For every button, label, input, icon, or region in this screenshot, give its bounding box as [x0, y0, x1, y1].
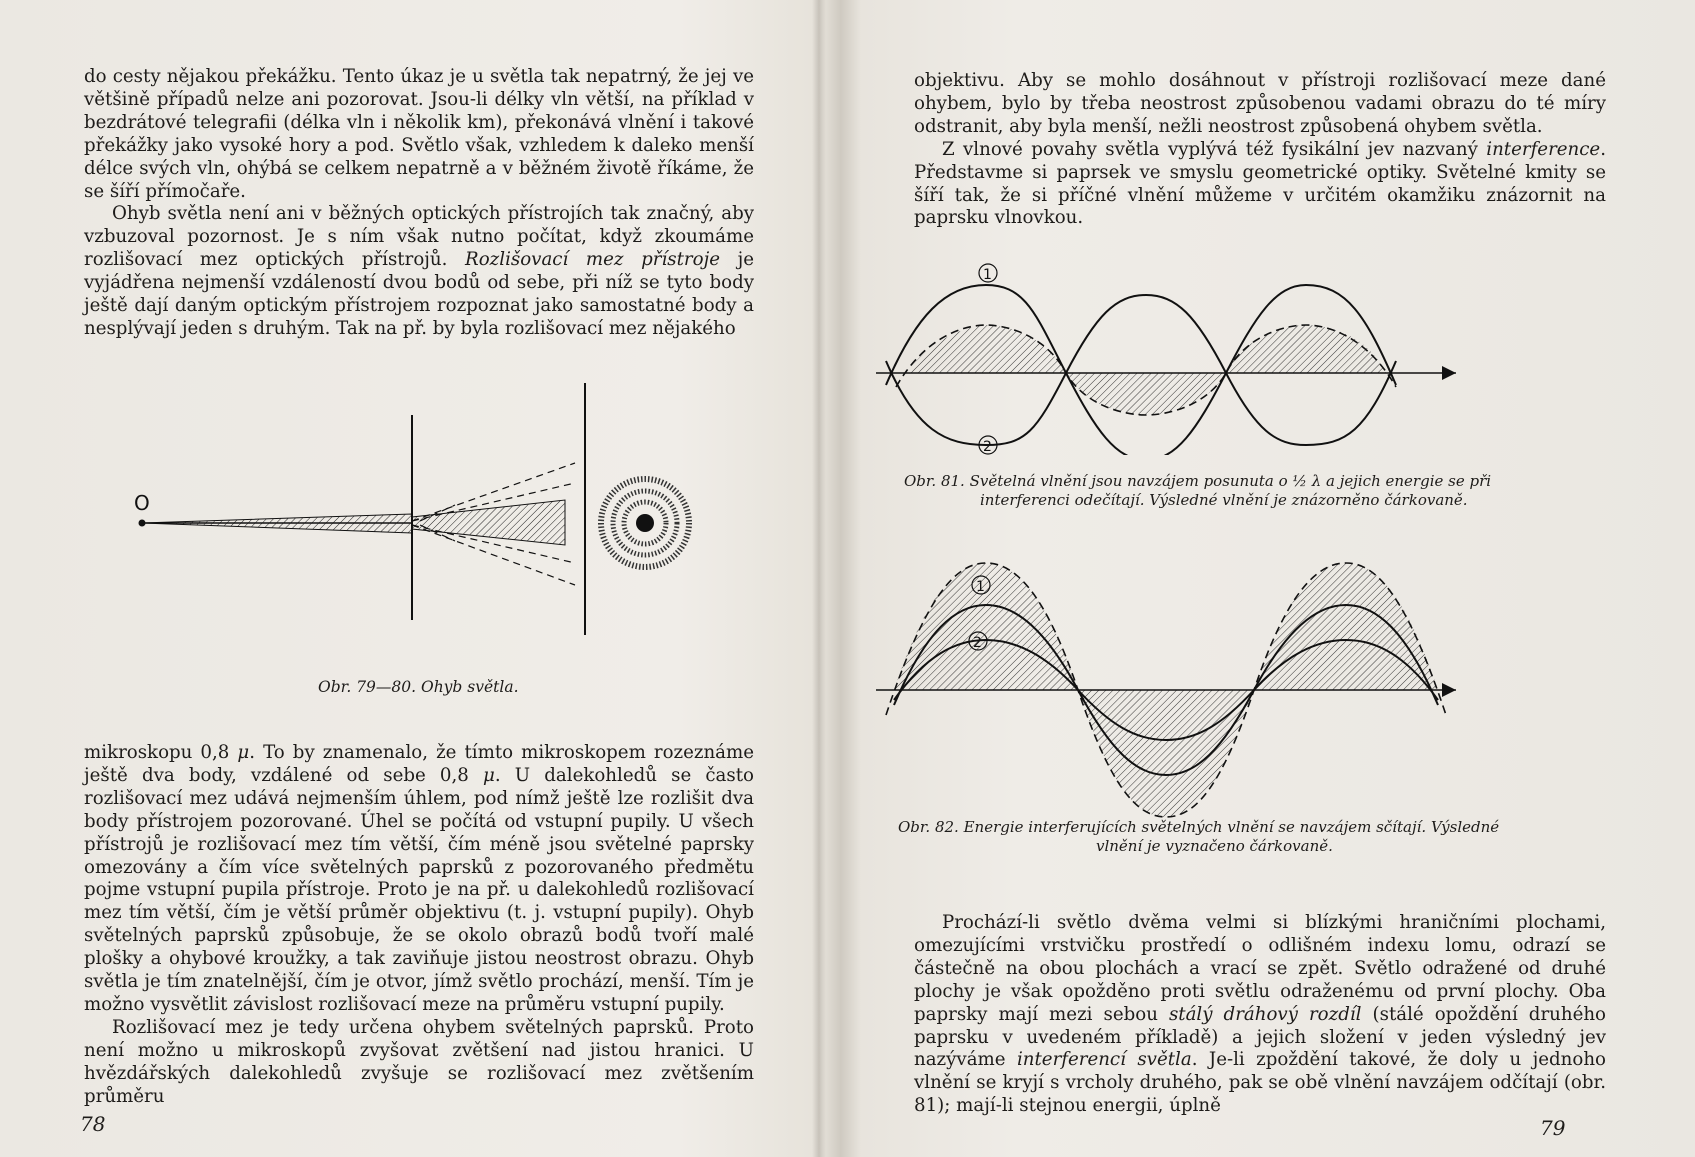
right-p3-b: (stálé opoždění druhého paprsku v uvedeném příkladě) a jejich složení v jeden výsledný jev nazýváme: [914, 1003, 1606, 1071]
left-page: [0, 0, 812, 1157]
left-p2-start: Ohyb světla není ani v běžných optických přístrojích tak značný, aby vzbuzoval pozornost. Je s ním však nutno počítat, když zkoumáme rozlišovací mez optických přístrojů.: [84, 203, 754, 271]
diffraction-figure: [120, 375, 720, 645]
right-p3-a: Prochází-li světlo dvěma velmi si blízkými hraničními plochami, omezujícími vrstvičku prostředí o odlišném indexu lomu, odrazí se částečně na obou plochách a vrací se zpět. Světlo odražené od druhé plochy je však opožděno proti světlu odraženému od první plochy. Oba paprsky mají mezi sebou: [914, 912, 1606, 1025]
left-bottom-text: [84, 742, 754, 1109]
fig81-label-2: 2: [983, 439, 992, 455]
fig82-axis-arrow: [1442, 683, 1456, 697]
figure-81-caption: [904, 472, 1624, 510]
right-p2-start: Z vlnové povahy světla vyplývá též fysikální jev nazvaný: [942, 138, 1487, 160]
page-number-left: 78: [80, 1112, 106, 1136]
fig82-label-2: 2: [973, 635, 982, 651]
micro-symbol: μ: [237, 742, 250, 763]
right-p2-emphasis: interference: [1486, 138, 1601, 160]
fig81-caption-line-2: interferenci odečítají. Výsledné vlnění je znázorněno čárkovaně.: [980, 491, 1468, 509]
diffraction-rings: [601, 479, 689, 567]
right-bottom-text: [914, 912, 1606, 1118]
right-top-text: [914, 70, 1606, 230]
left-paragraph-2: [84, 203, 754, 340]
right-paragraph-1: objektivu. Aby se mohlo dosáhnout v přístroji rozlišovací meze dané ohybem, bylo by třeba neostrost způsobenou vadami obrazu do té míry odstranit, aby byla menší, nežli neostrost způsobená ohybem světla.: [914, 70, 1606, 137]
fig81-axis-arrow: [1442, 366, 1456, 380]
left-p3-b: . To by znamenalo, že tímto mikroskopem rozeznáme ještě dva body, vzdálené od sebe 0,8: [84, 742, 755, 786]
left-paragraph-1: do cesty nějakou překážku. Tento úkaz je u světla tak nepatrný, že jej ve většině případů nelze ani pozorovat. Jsou-li délky vln větší, na příklad v bezdrátové telegrafii (délka vln i několik km), překonává vlnění i takové překážky jako vysoké hory a pod. Světlo však, vzhledem k daleko menší délce svých vln, ohýbá se celkem nepatrně a v běžném životě říkáme, že se šíří přímočaře.: [84, 66, 754, 202]
left-p2-end: je vyjádřena nejmenší vzdáleností dvou bodů od sebe, při níž se tyto body ještě dají daným optickým přístrojem rozpoznat jako samostatné body a nesplývají jeden s druhým. Tak na př. by byla rozlišovací mez nějakého: [84, 249, 755, 339]
left-paragraph-3: [84, 742, 754, 1017]
fig81-label-1: 1: [983, 267, 992, 283]
figure-82-caption: [898, 818, 1638, 856]
figure-82-waves: [866, 555, 1466, 825]
right-p2-end: . Představme si paprsek ve smyslu geometrické optiky. Světelné kmity se šíří tak, že si příčné vlnění můžeme v určitém okamžiku znázornit na paprsku vlnovkou.: [914, 138, 1606, 229]
fig82-caption-line-2: vlnění je vyznačeno čárkovaně.: [1096, 837, 1333, 855]
left-top-text: [84, 66, 754, 341]
page-number-right: 79: [1540, 1116, 1566, 1140]
diffracted-beam: [412, 500, 565, 545]
left-paragraph-4: Rozlišovací mez je tedy určena ohybem světelných paprsků. Proto není možno u mikroskopů zvyšovat zvětšení nad jistou hranici. U hvězdářských dalekohledů zvyšuje se rozlišovací mez zvětšením průměru: [84, 1016, 754, 1107]
right-p3-emphasis-2: interferencí světla: [1016, 1049, 1192, 1071]
fig81-caption-line-1: Obr. 81. Světelná vlnění jsou navzájem posunuta o ½ λ a jejich energie se při: [904, 472, 1492, 490]
micro-symbol: μ: [483, 764, 495, 786]
right-page: [826, 0, 1695, 1157]
right-p3-emphasis-1: stálý dráhový rozdíl: [1168, 1003, 1362, 1025]
fig81-hatched-area: [906, 325, 1386, 415]
fig82-label-1: 1: [976, 579, 985, 595]
left-p2-emphasis: Rozlišovací mez přístroje: [465, 249, 720, 271]
left-p3-a: mikroskopu 0,8: [84, 742, 238, 763]
fig82-caption-line-1: Obr. 82. Energie interferujících světelných vlnění se navzájem sčítají. Výsledné: [898, 818, 1500, 836]
left-p3-c: . U dalekohledů se často rozlišovací mez udává nejmenším úhlem, pod nímž ještě lze rozlišit dva body přístrojem pozorované. Úhel se počítá od vstupní pupily. U všech přístrojů je rozlišovací mez tím větší, čím méně jsou světelné paprsky omezovány a čím více světelných paprsků z pozorovaného předmětu pojme vstupní pupila přístroje. Proto je na př. u dalekohledů rozlišovací mez tím větší, čím je větší průměr objektivu (t. j. vstupní pupily). Ohyb světelných paprsků způsobuje, že se okolo obrazů bodů tvoří malé plošky a ohybové kroužky, a tak zaviňuje jistou neostrost obrazu. Ohyb světla je tím znatelnější, čím je otvor, jímž světlo prochází, menší. Tím je možno vysvětlit závislost rozlišovací meze na průměru vstupní pupily.: [84, 764, 754, 1015]
figure-81-waves: [866, 255, 1466, 455]
book-gutter: [812, 0, 826, 1157]
source-label: O: [134, 491, 150, 515]
right-p3-c: . Je-li zpoždění takové, že doly u jednoho vlnění se kryjí s vrcholy druhého, pak se obě vlnění navzájem odčítají (obr. 81); mají-li stejnou energii, úplně: [914, 1049, 1606, 1117]
right-paragraph-2: [914, 139, 1606, 231]
right-paragraph-3: [914, 912, 1606, 1118]
figure-79-80-caption: Obr. 79—80. Ohyb světla.: [318, 678, 519, 696]
